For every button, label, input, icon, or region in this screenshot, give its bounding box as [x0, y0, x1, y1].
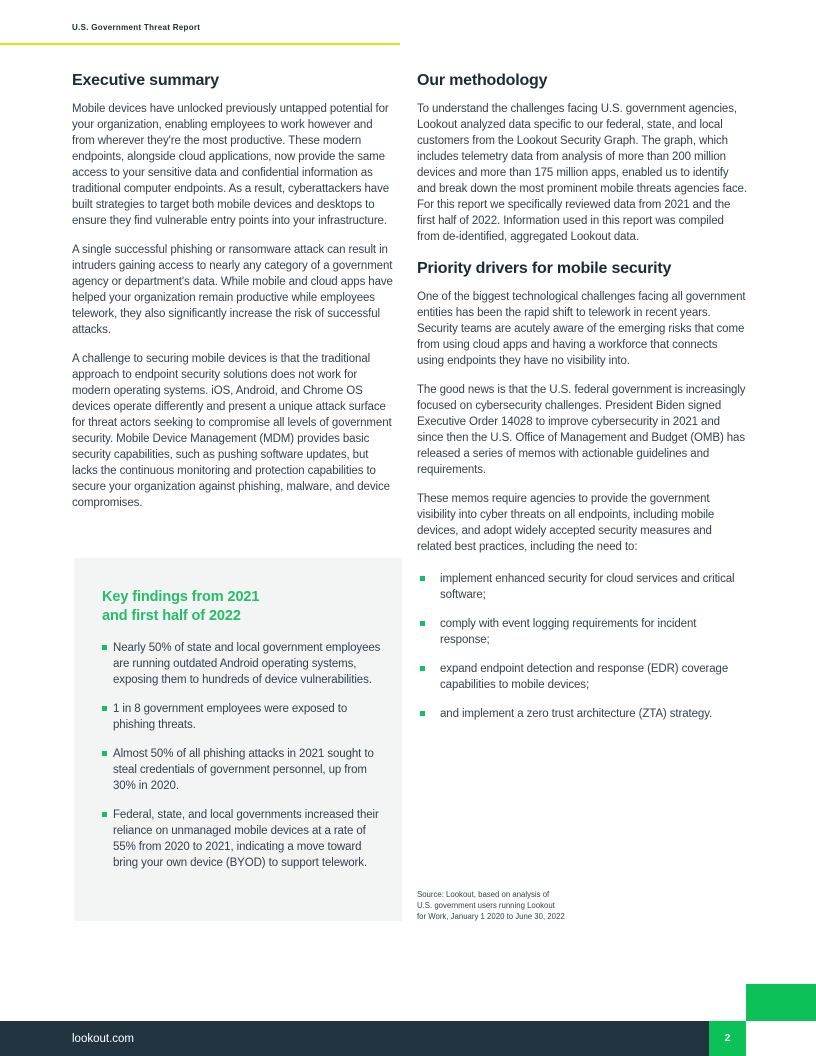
requirement-text: and implement a zero trust architecture (ZTA) strategy. [440, 708, 713, 720]
source-note-line: U.S. government users running Lookout [417, 901, 555, 910]
header-accent-rule [0, 43, 400, 45]
key-findings-box [74, 558, 402, 921]
list-item [417, 706, 747, 722]
right-column [417, 71, 747, 735]
list-item [417, 571, 747, 603]
footer-site-url: lookout.com [72, 1032, 135, 1045]
source-note-line: Source: Lookout, based on analysis of [417, 890, 550, 899]
executive-summary-paragraph: Mobile devices have unlocked previously untapped potential for your organization, enabling employees to work however and from wherever they're the most productive. These modern endpoints, alongside cloud applications, now provide the same access to your sensitive data and confidential information as traditional computer endpoints. As a result, cyberattackers have built strategies to target both mobile devices and desktops to ensure they find vulnerable entry points into your infrastructure. [72, 103, 390, 227]
priority-paragraph: These memos require agencies to provide the government visibility into cyber threats on all endpoints, including mobile devices, and adopt widely accepted security measures and related best practices, including the need to: [417, 493, 715, 553]
methodology-heading: Our methodology [417, 72, 548, 89]
report-header-title: U.S. Government Threat Report [72, 23, 201, 32]
square-bullet-icon [420, 666, 425, 671]
priority-drivers-heading: Priority drivers for mobile security [417, 260, 672, 277]
key-findings-heading [102, 588, 381, 626]
executive-summary-paragraph: A single successful phishing or ransomware attack can result in intruders gaining access to nearly any category of a government agency or department's data. While mobile and cloud apps have helped your organization remain productive while employees telework, they also significantly increase the risk of successful attacks. [72, 244, 393, 336]
requirement-text: expand endpoint detection and response (EDR) coverage capabilities to mobile devices; [440, 663, 729, 691]
priority-paragraph: One of the biggest technological challenges facing all government entities has been the rapid shift to telework in recent years. Security teams are acutely aware of the emerging risks that come from using cloud apps and having a workforce that connects using endpoints they have no visibility into. [417, 291, 746, 367]
list-item [102, 701, 381, 733]
square-bullet-icon [420, 621, 425, 626]
methodology-paragraph: To understand the challenges facing U.S. government agencies, Lookout analyzed data specific to our federal, state, and local customers from the Lookout Security Graph. The graph, which includes telemetry data from analysis of more than 200 million devices and more than 175 million apps, enabled us to identify and break down the most prominent mobile threats agencies face. For this report we specifically reviewed data from 2021 and the first half of 2022. Information used in this report was compiled from de-identified, aggregated Lookout data. [417, 103, 747, 243]
footer-bar [0, 1021, 709, 1056]
requirement-text: implement enhanced security for cloud services and critical software; [440, 573, 735, 601]
priority-paragraph: The good news is that the U.S. federal government is increasingly focused on cybersecurity challenges. President Biden signed Executive Order 14028 to improve cybersecurity in 2021 and since then the U.S. Office of Management and Budget (OMB) has released a series of memos with actionable guidelines and requirements. [417, 384, 746, 476]
key-findings-heading-line: Key findings from 2021 [102, 589, 260, 605]
square-bullet-icon [102, 645, 107, 650]
key-finding-text: Federal, state, and local governments increased their reliance on unmanaged mobile devices at a rate of 55% from 2020 to 2021, indicating a move toward bring your own device (BYOD) to support telework. [113, 809, 379, 869]
source-note-line: for Work, January 1 2020 to June 30, 2022 [417, 912, 565, 921]
requirements-list [417, 571, 747, 722]
square-bullet-icon [102, 812, 107, 817]
requirement-text: comply with event logging requirements for incident response; [440, 618, 697, 646]
list-item [102, 746, 381, 794]
list-item [417, 661, 747, 693]
left-column [72, 71, 393, 524]
source-note [417, 889, 565, 922]
executive-summary-heading: Executive summary [72, 72, 219, 89]
list-item [417, 616, 747, 648]
executive-summary-paragraph: A challenge to securing mobile devices is that the traditional approach to endpoint security solutions does not work for modern operating systems. iOS, Android, and Chrome OS devices operate differently and present a unique attack surface for threat actors seeking to compromise all levels of government security. Mobile Device Management (MDM) provides basic security capabilities, such as pushing software updates, but lacks the continuous monitoring and protection capabilities to secure your organization against phishing, malware, and device compromises. [72, 353, 392, 509]
key-finding-text: Nearly 50% of state and local government employees are running outdated Android operating systems, exposing them to hundreds of device vulnerabilities. [113, 642, 381, 686]
key-finding-text: 1 in 8 government employees were exposed to phishing threats. [113, 703, 348, 731]
list-item [102, 807, 381, 871]
square-bullet-icon [102, 706, 107, 711]
key-finding-text: Almost 50% of all phishing attacks in 2021 sought to steal credentials of government personnel, up from 30% in 2020. [113, 748, 374, 792]
square-bullet-icon [420, 576, 425, 581]
list-item [102, 640, 381, 688]
key-findings-heading-line: and first half of 2022 [102, 608, 241, 624]
square-bullet-icon [102, 751, 107, 756]
corner-accent-block [746, 984, 816, 1021]
page-number-badge: 2 [709, 1021, 746, 1056]
square-bullet-icon [420, 711, 425, 716]
